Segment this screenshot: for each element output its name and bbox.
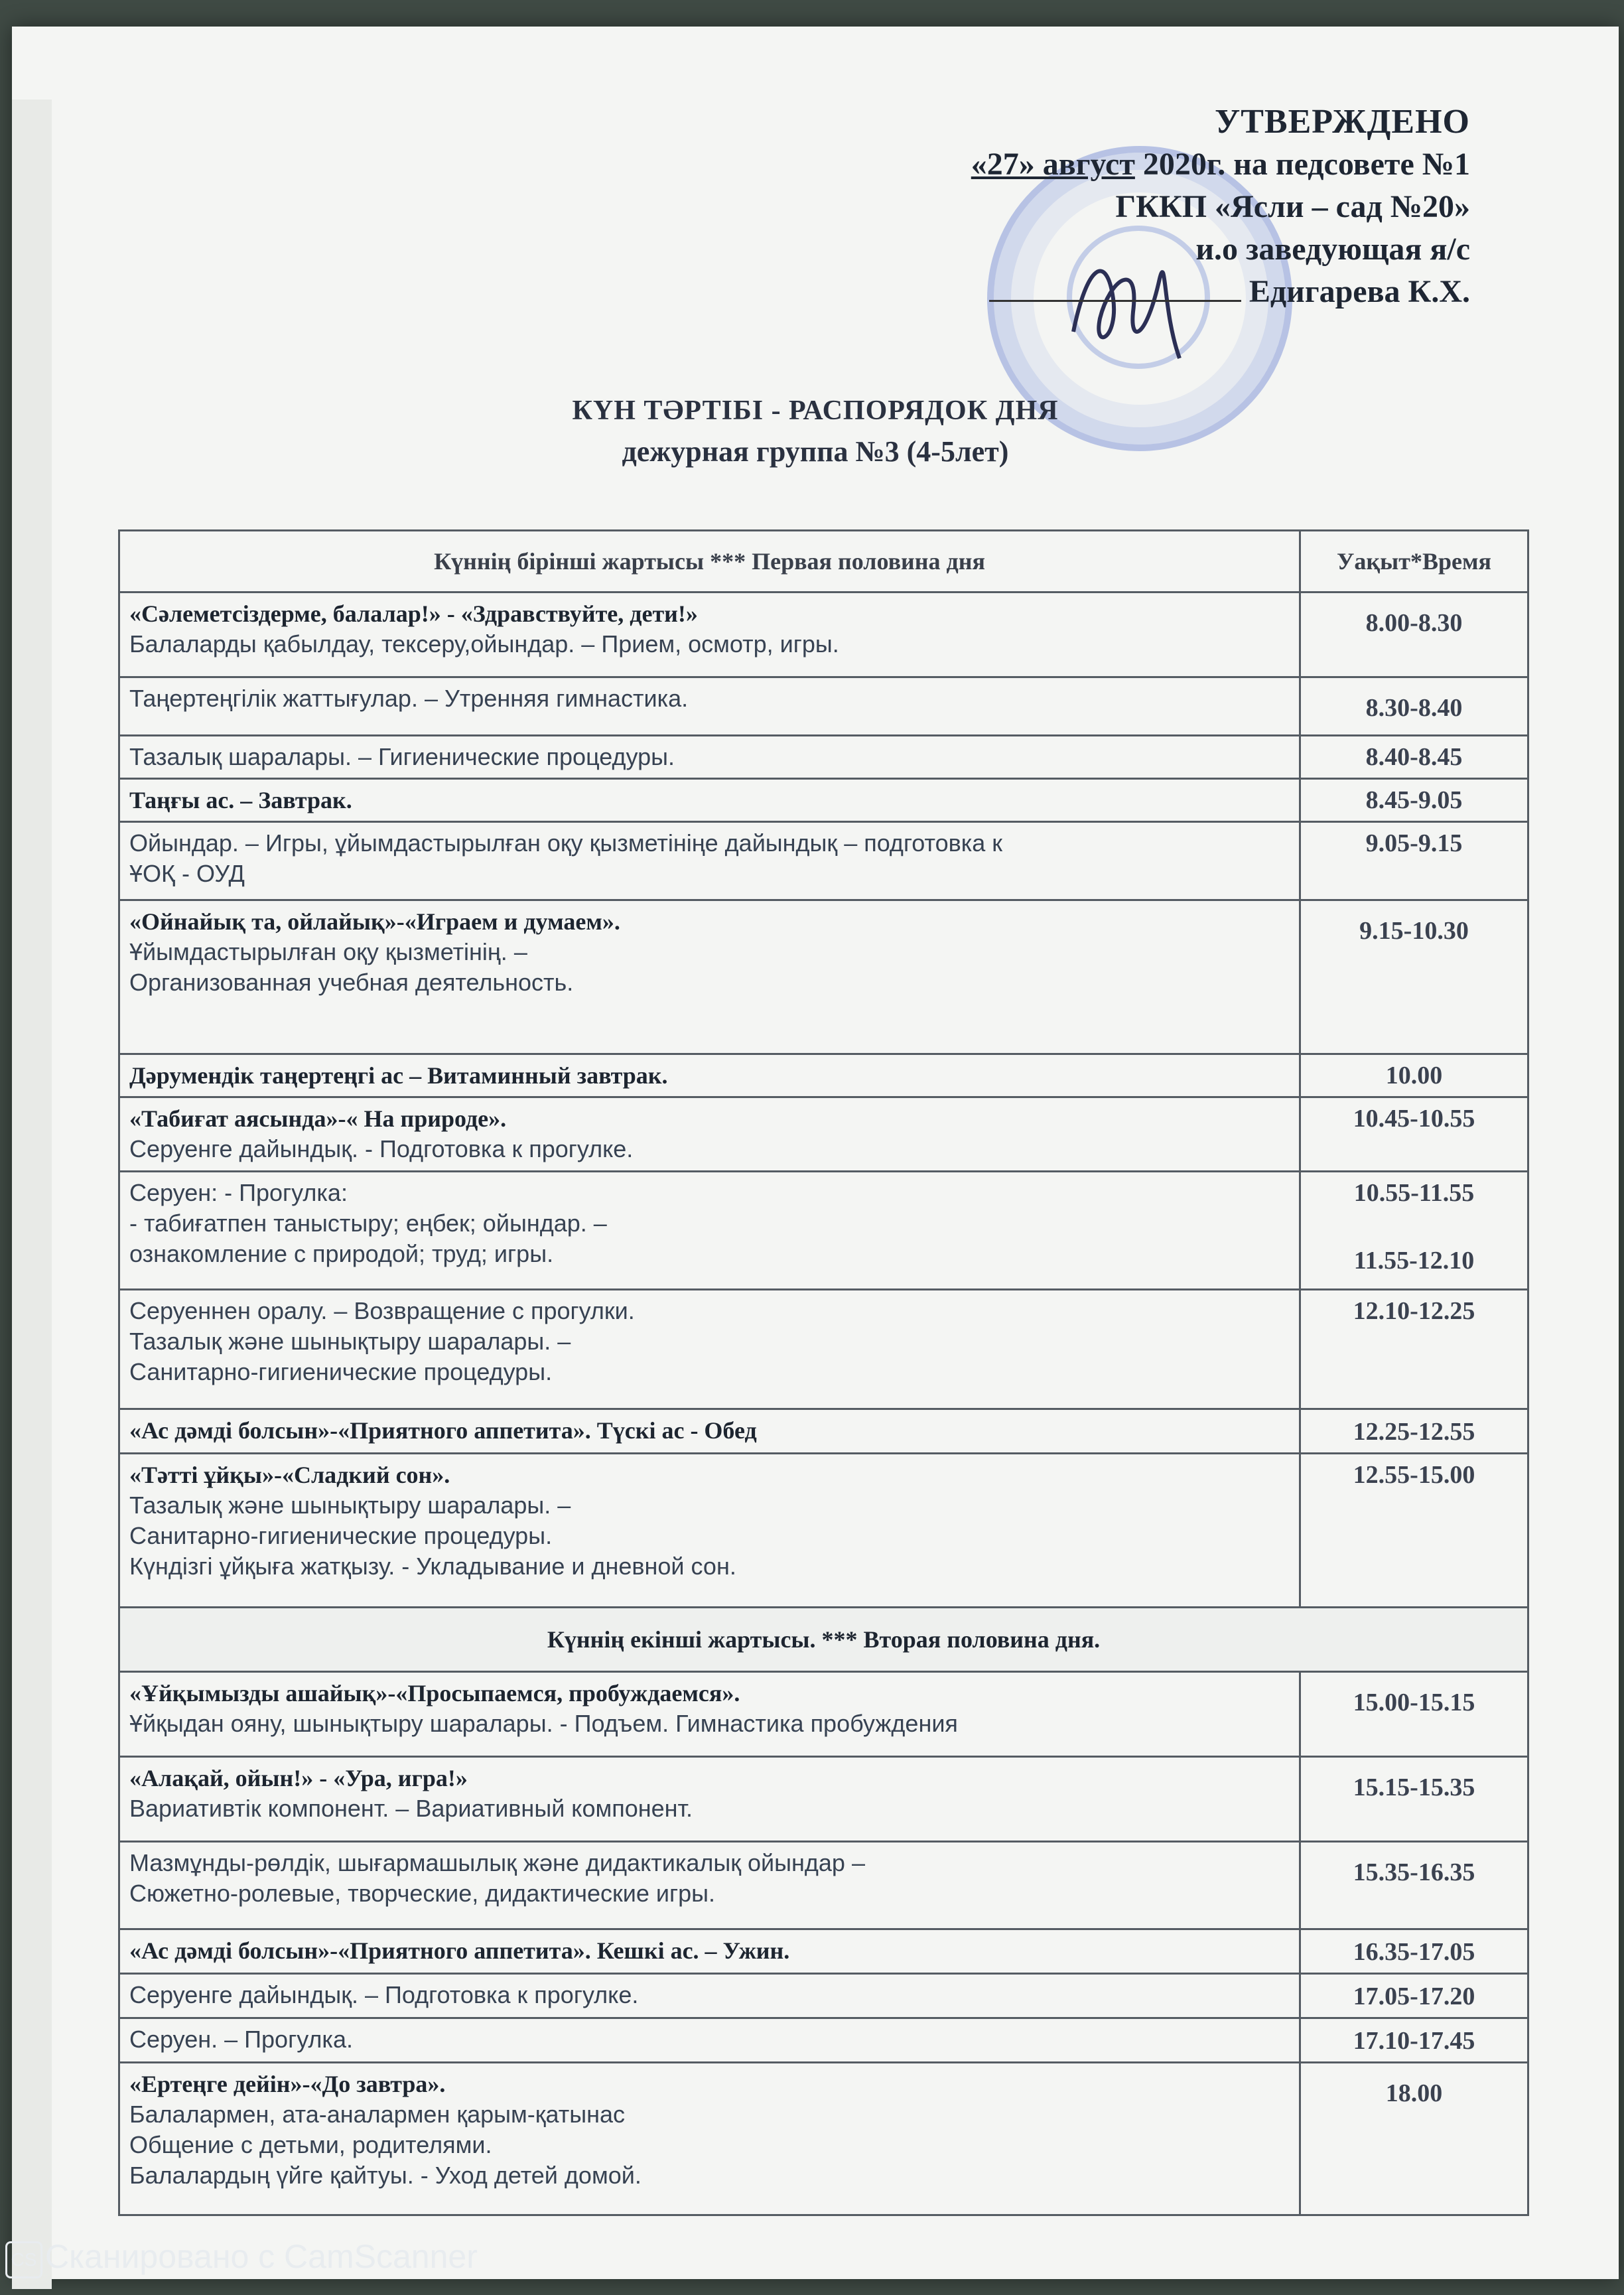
table-row xyxy=(119,1054,1528,1097)
table-row xyxy=(119,1172,1528,1290)
activity-title: «Тәтті ұйқы»-«Сладкий сон». xyxy=(129,1462,450,1488)
time-cell: 17.10-17.45 xyxy=(1300,2018,1528,2063)
activity-text: Ойындар. – Игры, ұйымдастырылған оқу қызметініңе дайындық – подготовка к xyxy=(129,829,1003,857)
table-row xyxy=(119,1409,1528,1454)
activity-text: Санитарно-гигиенические процедуры. xyxy=(129,1522,553,1549)
activity-text: Балалардың үйге қайтуы. - Уход детей домой. xyxy=(129,2162,642,2189)
section-header-row xyxy=(119,1608,1528,1672)
time-cell: 9.05-9.15 xyxy=(1300,822,1528,900)
activity-text: Тазалық және шынықтыру шаралары. – xyxy=(129,1328,571,1355)
time-cell: 15.15-15.35 xyxy=(1300,1757,1528,1842)
approval-title: УТВЕРЖДЕНО xyxy=(1215,103,1470,141)
time-value: 10.55-11.55 xyxy=(1353,1179,1475,1207)
table-row xyxy=(119,592,1528,677)
approval-block xyxy=(971,101,1470,313)
activity-text: - табиғатпен таныстыру; еңбек; ойындар. – xyxy=(129,1210,607,1237)
activity-text: Тазалық шаралары. – Гигиенические процедуры. xyxy=(129,743,675,770)
table-row xyxy=(119,779,1528,822)
document-title: КҮН ТӘРТІБІ - РАСПОРЯДОК ДНЯ xyxy=(572,395,1059,426)
table-row xyxy=(119,736,1528,779)
activity-text: Общение с детьми, родителями. xyxy=(129,2131,492,2158)
section-header: Күннің екінші жартысы. *** Вторая половина дня. xyxy=(119,1608,1528,1672)
activity-text: Серуеннен оралу. – Возвращение с прогулки. xyxy=(129,1297,635,1324)
activity-title: «Сәлеметсіздерме, балалар!» - «Здравствуйте, дети!» xyxy=(129,600,698,627)
table-row xyxy=(119,1454,1528,1608)
table-row xyxy=(119,1757,1528,1842)
activity-title: «Ертеңге дейін»-«До завтра». xyxy=(129,2071,446,2097)
time-cell: 16.35-17.05 xyxy=(1300,1929,1528,1974)
activity-text: Күндізгі ұйқыға жатқызу. - Укладывание и дневной сон. xyxy=(129,1553,736,1580)
activity-text: Сюжетно-ролевые, творческие, дидактические игры. xyxy=(129,1880,716,1907)
header-time: Уақыт*Время xyxy=(1300,531,1528,592)
table-row xyxy=(119,1929,1528,1974)
activity-title: «Алақай, ойын!» - «Ура, игра!» xyxy=(129,1765,468,1791)
approval-council: 2020г. на педсовете №1 xyxy=(1134,147,1470,182)
signature-line xyxy=(989,300,1241,302)
activity-text: ознакомление с природой; труд; игры. xyxy=(129,1240,554,1267)
table-row xyxy=(119,2018,1528,2063)
activity-text: Серуенге дайындық. – Подготовка к прогулке. xyxy=(129,1981,639,2008)
table-row xyxy=(119,1290,1528,1409)
time-cell: 8.45-9.05 xyxy=(1300,779,1528,822)
time-cell: 12.10-12.25 xyxy=(1300,1290,1528,1409)
time-cell: 8.00-8.30 xyxy=(1300,592,1528,677)
table-row xyxy=(119,1672,1528,1757)
table-row xyxy=(119,2063,1528,2215)
table-header-row xyxy=(119,531,1528,592)
activity-title: «Ұйқымызды ашайық»-«Просыпаемся, пробуждаемся». xyxy=(129,1680,740,1706)
document-title-block xyxy=(12,390,1619,472)
activity-title: «Табиғат аясында»-« На природе». xyxy=(129,1105,507,1132)
activity-text: Таңертеңгілік жаттығулар. – Утренняя гимнастика. xyxy=(129,685,689,712)
activity-text: Серуен: - Прогулка: xyxy=(129,1179,348,1206)
time-cell: 18.00 xyxy=(1300,2063,1528,2215)
activity-title: Дәрумендік таңертеңгі ас – Витаминный завтрак. xyxy=(129,1062,668,1089)
approval-org: ГККП «Ясли – сад №20» xyxy=(1115,189,1470,224)
time-cell xyxy=(1300,1172,1528,1290)
time-cell: 8.30-8.40 xyxy=(1300,677,1528,736)
activity-text: Серуен. – Прогулка. xyxy=(129,2026,353,2053)
time-cell: 15.00-15.15 xyxy=(1300,1672,1528,1757)
time-cell: 9.15-10.30 xyxy=(1300,900,1528,1054)
table-row xyxy=(119,900,1528,1054)
approval-date-line xyxy=(971,143,1470,186)
table-row xyxy=(119,1974,1528,2018)
activity-title: Таңғы ас. – Завтрак. xyxy=(129,787,352,813)
scanner-watermark: Сканировано с CamScanner xyxy=(45,2238,478,2275)
spacer xyxy=(1310,1208,1518,1245)
document-subtitle: дежурная группа №3 (4-5лет) xyxy=(622,435,1009,468)
approval-signer: Едигарева К.Х. xyxy=(1249,274,1470,309)
approval-position: и.о заведующая я/с xyxy=(1195,232,1470,267)
time-cell: 17.05-17.20 xyxy=(1300,1974,1528,2018)
schedule-table xyxy=(118,529,1529,2216)
time-value-2: 11.55-12.10 xyxy=(1353,1247,1475,1275)
time-cell: 10.45-10.55 xyxy=(1300,1097,1528,1172)
activity-text: Санитарно-гигиенические процедуры. xyxy=(129,1358,553,1385)
time-cell: 10.00 xyxy=(1300,1054,1528,1097)
table-row xyxy=(119,1097,1528,1172)
table-row xyxy=(119,822,1528,900)
table-row xyxy=(119,677,1528,736)
activity-text: Вариативтік компонент. – Вариативный компонент. xyxy=(129,1795,693,1822)
activity-text: Ұйымдастырылған оқу қызметінің. – xyxy=(129,938,527,965)
activity-text: ҰОҚ - ОУД xyxy=(129,860,245,887)
activity-text: Организованная учебная деятельность. xyxy=(129,969,574,996)
activity-title: «Ас дәмді болсын»-«Приятного аппетита». Түскі ас - Обед xyxy=(129,1417,757,1444)
time-cell: 15.35-16.35 xyxy=(1300,1842,1528,1929)
activity-text: Балаларды қабылдау, тексеру,ойындар. – Прием, осмотр, игры. xyxy=(129,630,839,658)
camscanner-icon: CS xyxy=(5,2241,42,2278)
time-cell: 12.25-12.55 xyxy=(1300,1409,1528,1454)
table-row xyxy=(119,1842,1528,1929)
activity-title: «Ас дәмді болсын»-«Приятного аппетита». Кешкі ас. – Ужин. xyxy=(129,1937,790,1964)
activity-text: Ұйқыдан ояну, шынықтыру шаралары. - Подъем. Гимнастика пробуждения xyxy=(129,1710,958,1737)
approval-signer-line xyxy=(971,271,1470,313)
activity-text: Тазалық және шынықтыру шаралары. – xyxy=(129,1492,571,1519)
activity-title: «Ойнайық та, ойлайық»-«Играем и думаем». xyxy=(129,908,620,935)
time-cell: 12.55-15.00 xyxy=(1300,1454,1528,1608)
time-cell: 8.40-8.45 xyxy=(1300,736,1528,779)
document-page xyxy=(12,27,1619,2279)
header-activity: Күннің бірінші жартысы *** Первая половина дня xyxy=(119,531,1300,592)
activity-text: Серуенге дайындық. - Подготовка к прогулке. xyxy=(129,1135,634,1162)
activity-text: Балалармен, ата-аналармен қарым-қатынас xyxy=(129,2101,625,2128)
approval-date: «27» август xyxy=(971,147,1135,182)
activity-text: Мазмұнды-рөлдік, шығармашылық және дидактикалық ойындар – xyxy=(129,1849,865,1876)
